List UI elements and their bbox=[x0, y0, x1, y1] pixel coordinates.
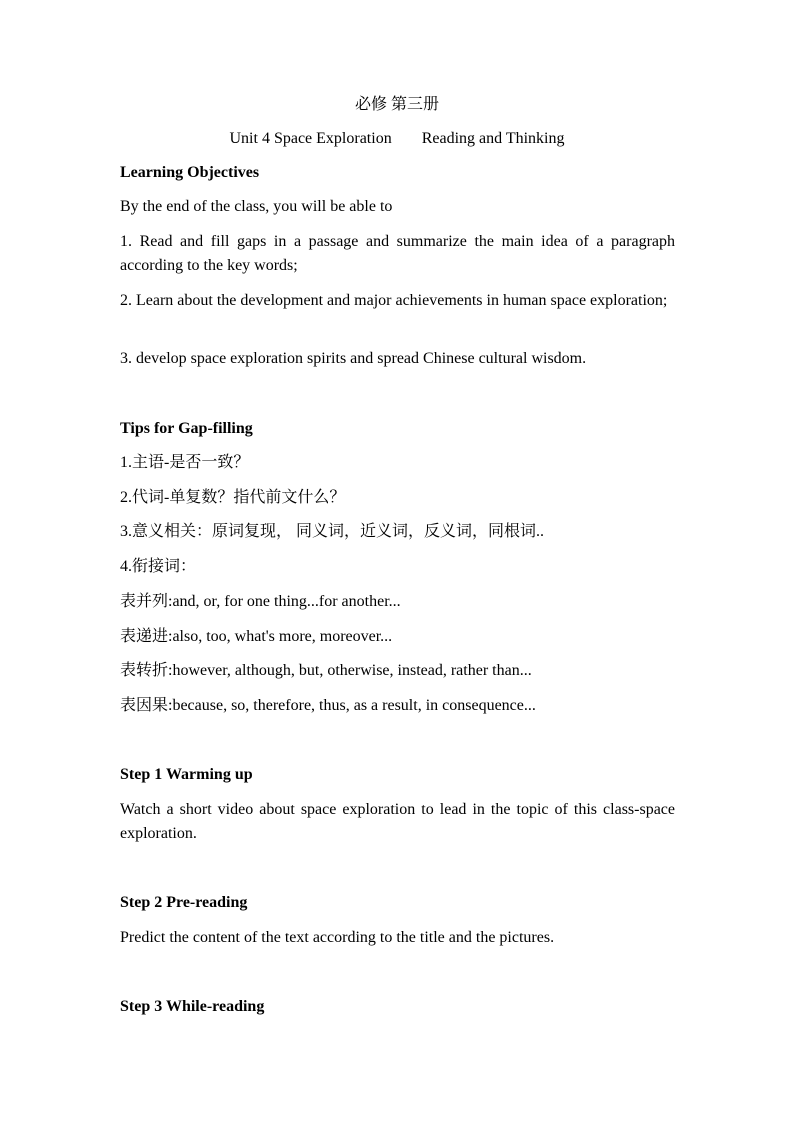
tip-item: 表因果:because, so, therefore, thus, as a result, in consequence... bbox=[120, 697, 536, 714]
book-title: 必修 第三册 bbox=[354, 96, 439, 113]
step-heading: Step 2 Pre-reading bbox=[120, 894, 248, 911]
lesson-title bbox=[0, 127, 794, 151]
step-heading: Step 1 Warming up bbox=[120, 766, 253, 783]
section-title: Reading and Thinking bbox=[421, 130, 565, 147]
unit-title: Unit 4 Space Exploration bbox=[229, 130, 392, 147]
step-heading: Step 3 While-reading bbox=[120, 998, 265, 1015]
tip-item: 1.主语-是否一致？ bbox=[120, 454, 250, 471]
objective-item: 2. Learn about the development and major achievements in human space exploration; bbox=[120, 292, 668, 309]
tip-item: 2.代词-单复数？指代前文什么？ bbox=[120, 489, 346, 506]
tip-item: 3.意义相关：原词复现， 同义词，近义词，反义词，同根词.. bbox=[120, 523, 545, 540]
objective-item: 1. Read and fill gaps in a passage and summarize the main idea of a paragraph according to the key words; bbox=[120, 233, 675, 274]
step-text: Predict the content of the text according to the title and the pictures. bbox=[120, 929, 555, 946]
tip-item: 4.衔接词： bbox=[120, 558, 197, 575]
objectives-heading: Learning Objectives bbox=[120, 164, 260, 181]
objectives-intro: By the end of the class, you will be able to bbox=[120, 198, 393, 215]
tip-item: 表并列:and, or, for one thing...for another... bbox=[120, 593, 401, 610]
tip-item: 表递进:also, too, what's more, moreover... bbox=[120, 628, 393, 645]
tip-item: 表转折:however, although, but, otherwise, instead, rather than... bbox=[120, 662, 532, 679]
step-text: Watch a short video about space exploration to lead in the topic of this class-space exploration. bbox=[120, 801, 675, 842]
tips-heading: Tips for Gap-filling bbox=[120, 420, 253, 437]
objective-item: 3. develop space exploration spirits and spread Chinese cultural wisdom. bbox=[120, 350, 587, 367]
